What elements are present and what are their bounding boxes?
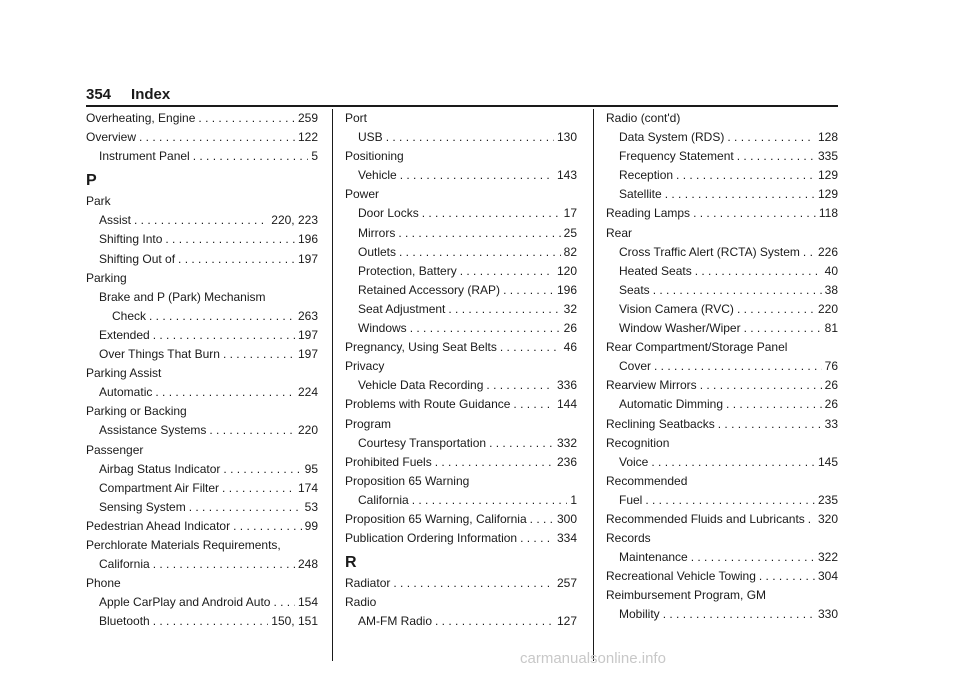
dot-leader	[193, 147, 309, 166]
index-column-1	[86, 109, 318, 631]
index-entry-page: 263	[297, 308, 318, 323]
index-entry-term: Data System (RDS)	[619, 130, 725, 145]
index-entry-page: 129	[817, 168, 838, 183]
index-entry	[606, 185, 838, 204]
index-heading: Recommended	[606, 473, 688, 488]
index-entry	[345, 434, 577, 453]
index-entry-page: 1	[570, 492, 577, 507]
index-entry	[606, 548, 838, 567]
dot-leader	[726, 395, 822, 414]
index-heading: Perchlorate Materials Requirements,	[86, 537, 281, 552]
index-heading: Rear	[606, 225, 633, 240]
index-heading: Positioning	[345, 149, 404, 164]
index-entry	[345, 395, 577, 414]
index-entry-page: 25	[563, 225, 577, 240]
index-entry-term: Fuel	[619, 492, 643, 507]
index-entry	[345, 529, 577, 548]
index-heading: Program	[345, 416, 392, 431]
section-letter: R	[345, 554, 357, 572]
index-entry-page: 26	[824, 397, 838, 412]
dot-leader	[676, 166, 815, 185]
index-entry-term: Problems with Route Guidance	[345, 397, 511, 412]
index-entry-term: Overheating, Engine	[86, 111, 196, 125]
index-entry	[606, 319, 838, 338]
index-entry-page: 130	[556, 130, 577, 145]
index-entry	[606, 415, 838, 434]
dot-leader	[654, 357, 822, 376]
dot-leader	[520, 529, 554, 548]
index-entry	[86, 128, 318, 147]
index-entry-page: 26	[563, 321, 577, 336]
index-entry-term: Protection, Battery	[358, 263, 457, 278]
index-entry	[86, 211, 318, 230]
index-entry-term: Overview	[86, 130, 137, 145]
index-entry-page: 118	[818, 206, 838, 221]
index-entry-term: Proposition 65 Warning, California	[345, 511, 527, 526]
column-divider-2	[593, 109, 594, 661]
dot-leader	[718, 415, 822, 434]
index-heading: Passenger	[86, 442, 144, 457]
index-entry-term: Recreational Vehicle Towing	[606, 569, 756, 584]
dot-leader	[153, 555, 295, 574]
dot-leader	[189, 498, 302, 517]
index-entry-page: 334	[556, 531, 577, 546]
index-entry-page: 197	[297, 347, 318, 362]
dot-leader	[399, 243, 561, 262]
index-entry-page: 53	[304, 499, 318, 514]
dot-leader	[808, 510, 815, 529]
index-entry-term: Automatic Dimming	[619, 397, 724, 412]
index-entry-page: 336	[556, 378, 577, 393]
index-entry	[86, 460, 318, 479]
dot-leader	[759, 567, 815, 586]
index-entry-term: Pregnancy, Using Seat Belts	[345, 340, 497, 355]
dot-leader	[695, 262, 822, 281]
dot-leader	[165, 230, 295, 249]
dot-leader	[222, 479, 295, 498]
index-entry-term: Publication Ordering Information	[345, 531, 518, 546]
index-entry-page: 5	[311, 149, 318, 164]
index-entry-term: Mobility	[619, 607, 660, 622]
dot-leader	[691, 548, 815, 567]
index-entry-term: Windows	[358, 321, 407, 336]
dot-leader	[400, 166, 554, 185]
dot-leader	[153, 326, 295, 345]
index-entry-term: Apple CarPlay and Android Auto	[99, 595, 271, 610]
index-entry	[345, 166, 577, 185]
index-heading: Parking or Backing	[86, 404, 187, 419]
index-entry-term: Airbag Status Indicator	[99, 461, 221, 476]
index-entry-term: Automatic	[99, 385, 153, 400]
index-entry-page: 320	[817, 511, 838, 526]
dot-leader	[393, 574, 554, 593]
index-heading: Rear Compartment/Storage Panel	[606, 340, 788, 355]
index-entry	[345, 574, 577, 593]
dot-leader	[435, 453, 554, 472]
page-number: 354	[86, 86, 112, 103]
index-entry-page: 150, 151	[271, 614, 318, 629]
index-entry-term: Sensing System	[99, 499, 186, 514]
dot-leader	[178, 250, 295, 269]
dot-leader	[737, 300, 815, 319]
index-entry	[345, 281, 577, 300]
index-entry-page: 332	[556, 435, 577, 450]
dot-leader	[530, 510, 554, 529]
index-entry-term: Vision Camera (RVC)	[619, 301, 734, 316]
index-entry-page: 143	[556, 168, 577, 183]
index-entry-page: 197	[297, 327, 318, 342]
index-entry-term: Assistance Systems	[99, 423, 207, 438]
index-entry-page: 224	[297, 385, 318, 400]
index-entry-page: 196	[297, 232, 318, 247]
index-entry	[345, 376, 577, 395]
index-entry-page: 129	[817, 187, 838, 202]
index-heading: Port	[345, 111, 368, 125]
index-heading: Phone	[86, 576, 121, 591]
section-letter: P	[86, 172, 97, 190]
index-entry	[606, 453, 838, 472]
index-entry-page: 38	[824, 282, 838, 297]
index-entry-page: 220, 223	[271, 213, 318, 228]
index-entry-page: 322	[817, 550, 838, 565]
dot-leader	[653, 281, 822, 300]
index-entry-page: 304	[817, 569, 838, 584]
dot-leader	[645, 491, 815, 510]
index-entry-page: 127	[556, 614, 577, 629]
index-entry-term: AM-FM Radio	[358, 614, 433, 629]
index-entry-term: California	[358, 492, 409, 507]
header-rule	[86, 105, 838, 107]
index-heading: Parking Assist	[86, 366, 162, 381]
index-entry-term: Window Washer/Wiper	[619, 321, 741, 336]
index-entry	[86, 593, 318, 612]
index-entry-page: 82	[563, 244, 577, 259]
index-entry-page: 300	[556, 511, 577, 526]
dot-leader	[398, 224, 560, 243]
index-entry-term: Reading Lamps	[606, 206, 691, 221]
index-entry	[345, 262, 577, 281]
index-entry	[345, 612, 577, 631]
index-entry-term: Retained Accessory (RAP)	[358, 282, 501, 297]
dot-leader	[665, 185, 815, 204]
index-heading: Brake and P (Park) Mechanism	[99, 289, 266, 304]
index-entry-page: 32	[563, 301, 577, 316]
index-entry	[606, 166, 838, 185]
index-entry-term: USB	[358, 130, 383, 145]
dot-leader	[727, 128, 815, 147]
dot-leader	[489, 434, 554, 453]
index-entry-term: Satellite	[619, 187, 662, 202]
index-entry	[86, 517, 318, 536]
index-entry-term: Instrument Panel	[99, 149, 190, 164]
index-heading: Radio	[345, 595, 377, 610]
index-entry	[345, 319, 577, 338]
index-entry	[345, 243, 577, 262]
index-heading: Power	[345, 187, 380, 202]
index-heading: Proposition 65 Warning	[345, 473, 470, 488]
index-entry	[345, 204, 577, 223]
index-entry-page: 220	[297, 423, 318, 438]
index-entry	[86, 555, 318, 574]
index-entry-page: 145	[817, 454, 838, 469]
index-entry-term: Radiator	[345, 576, 391, 591]
index-entry	[86, 383, 318, 402]
index-entry	[86, 230, 318, 249]
column-divider-1	[332, 109, 333, 661]
dot-leader	[448, 300, 560, 319]
index-entry	[86, 250, 318, 269]
index-entry-term: Compartment Air Filter	[99, 480, 220, 495]
index-entry-page: 174	[297, 480, 318, 495]
index-entry-page: 330	[817, 607, 838, 622]
index-entry-term: Cross Traffic Alert (RCTA) System	[619, 244, 800, 259]
dot-leader	[422, 204, 561, 223]
index-entry-page: 236	[556, 454, 577, 469]
dot-leader	[503, 281, 554, 300]
dot-leader	[198, 109, 295, 128]
index-entry	[606, 395, 838, 414]
index-entry-term: Vehicle Data Recording	[358, 378, 484, 393]
index-entry-page: 33	[824, 416, 838, 431]
index-entry-term: Pedestrian Ahead Indicator	[86, 518, 231, 533]
index-entry-term: Maintenance	[619, 550, 688, 565]
index-entry-term: Outlets	[358, 244, 397, 259]
dot-leader	[223, 460, 301, 479]
dot-leader	[134, 211, 268, 230]
dot-leader	[460, 262, 554, 281]
index-entry-page: 122	[297, 130, 318, 145]
index-entry-term: Shifting Out of	[99, 251, 176, 266]
index-entry	[345, 224, 577, 243]
dot-leader	[139, 128, 295, 147]
index-entry	[606, 376, 838, 395]
index-entry-page: 95	[304, 461, 318, 476]
dot-leader	[153, 612, 269, 631]
index-entry-term: Door Locks	[358, 206, 419, 221]
index-entry-term: Reception	[619, 168, 674, 183]
index-entry	[345, 338, 577, 357]
index-entry-term: Check	[112, 308, 147, 323]
index-entry	[86, 326, 318, 345]
dot-leader	[744, 319, 822, 338]
index-entry-term: Extended	[99, 327, 150, 342]
index-entry	[606, 147, 838, 166]
index-entry-page: 257	[556, 576, 577, 591]
index-entry	[606, 204, 838, 223]
index-entry	[86, 345, 318, 364]
index-entry-page: 76	[824, 359, 838, 374]
dot-leader	[700, 376, 822, 395]
index-entry	[606, 357, 838, 376]
index-entry-term: Prohibited Fuels	[345, 454, 432, 469]
index-entry-page: 17	[563, 206, 577, 221]
index-entry-page: 26	[824, 378, 838, 393]
page-title: Index	[131, 86, 171, 103]
index-entry-term: Vehicle	[358, 168, 397, 183]
index-entry-term: Heated Seats	[619, 263, 692, 278]
index-heading: Reimbursement Program, GM	[606, 588, 767, 603]
index-heading: Park	[86, 194, 111, 209]
index-entry-page: 248	[297, 557, 318, 572]
index-heading: Records	[606, 531, 651, 546]
index-column-2	[345, 109, 577, 631]
dot-leader	[233, 517, 302, 536]
index-entry-term: Courtesy Transportation	[358, 435, 487, 450]
index-heading: Recognition	[606, 435, 670, 450]
index-entry	[606, 128, 838, 147]
index-entry	[606, 567, 838, 586]
dot-leader	[155, 383, 295, 402]
index-heading: Parking	[86, 270, 127, 285]
index-entry	[345, 453, 577, 472]
dot-leader	[663, 605, 815, 624]
index-entry	[606, 605, 838, 624]
dot-leader	[209, 421, 295, 440]
index-entry	[606, 281, 838, 300]
index-entry	[345, 491, 577, 510]
index-entry	[606, 510, 838, 529]
index-entry-term: Frequency Statement	[619, 149, 734, 164]
index-entry-page: 335	[817, 149, 838, 164]
index-heading: Radio (cont'd)	[606, 111, 681, 125]
dot-leader	[273, 593, 295, 612]
index-entry	[86, 421, 318, 440]
dot-leader	[500, 338, 561, 357]
index-entry-term: Rearview Mirrors	[606, 378, 697, 393]
dot-leader	[737, 147, 815, 166]
index-entry	[345, 510, 577, 529]
dot-leader	[513, 395, 554, 414]
dot-leader	[486, 376, 554, 395]
index-entry-page: 40	[824, 263, 838, 278]
index-entry	[86, 147, 318, 166]
index-entry-page: 196	[556, 282, 577, 297]
index-entry-page: 128	[817, 130, 838, 145]
index-entry	[86, 612, 318, 631]
index-column-3	[606, 109, 838, 625]
index-entry	[345, 128, 577, 147]
dot-leader	[435, 612, 554, 631]
index-entry	[86, 109, 318, 128]
index-entry-term: Recommended Fluids and Lubricants	[606, 511, 805, 526]
index-entry-page: 197	[297, 251, 318, 266]
index-entry-term: Assist	[99, 213, 132, 228]
index-entry-page: 46	[563, 340, 577, 355]
index-entry	[606, 491, 838, 510]
dot-leader	[386, 128, 554, 147]
index-entry-page: 81	[824, 321, 838, 336]
index-entry-page: 120	[556, 263, 577, 278]
index-entry	[86, 498, 318, 517]
index-entry-term: Reclining Seatbacks	[606, 416, 715, 431]
index-entry-page: 220	[817, 301, 838, 316]
index-heading: Privacy	[345, 359, 385, 374]
dot-leader	[803, 243, 815, 262]
index-entry	[86, 479, 318, 498]
dot-leader	[410, 319, 561, 338]
index-entry-term: Mirrors	[358, 225, 396, 240]
index-entry	[606, 262, 838, 281]
index-entry-term: Voice	[619, 454, 649, 469]
dot-leader	[412, 491, 568, 510]
index-entry-page: 99	[304, 518, 318, 533]
dot-leader	[223, 345, 295, 364]
index-entry-page: 144	[556, 397, 577, 412]
dot-leader	[651, 453, 815, 472]
index-entry-term: California	[99, 557, 150, 572]
index-entry-term: Over Things That Burn	[99, 347, 220, 362]
dot-leader	[693, 204, 816, 223]
index-entry-page: 154	[297, 595, 318, 610]
index-entry-page: 226	[817, 244, 838, 259]
index-entry-page: 259	[297, 111, 318, 125]
index-entry-term: Bluetooth	[99, 614, 150, 629]
index-entry-term: Shifting Into	[99, 232, 163, 247]
index-entry	[606, 300, 838, 319]
index-entry-term: Seats	[619, 282, 650, 297]
index-entry-term: Seat Adjustment	[358, 301, 446, 316]
dot-leader	[149, 307, 295, 326]
index-entry	[606, 243, 838, 262]
watermark: carmanualsonline.info	[520, 650, 666, 667]
index-entry	[345, 300, 577, 319]
index-entry	[86, 307, 318, 326]
index-entry-term: Cover	[619, 359, 652, 374]
index-entry-page: 235	[817, 492, 838, 507]
